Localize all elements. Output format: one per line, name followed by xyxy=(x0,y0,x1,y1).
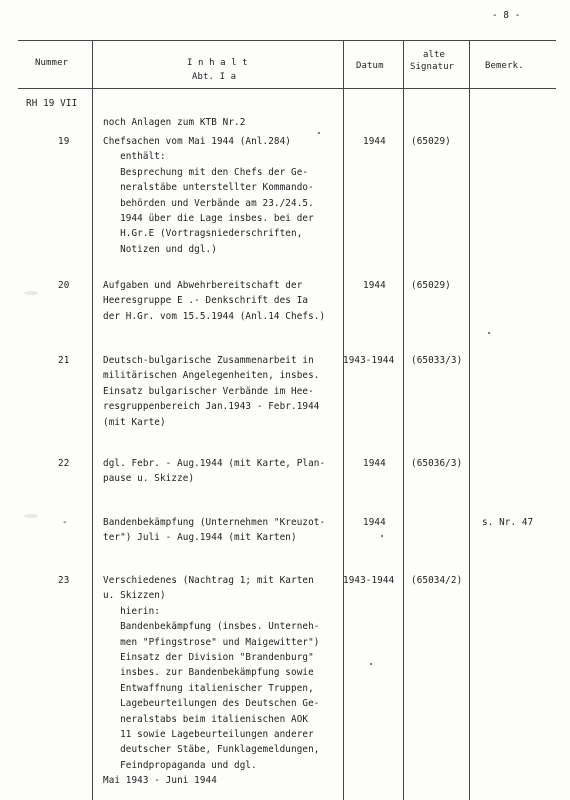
entry-text-line: Entwaffnung italienischer Truppen, xyxy=(103,682,314,694)
entry-text-line: Aufgaben und Abwehrbereitschaft der xyxy=(103,280,303,291)
entry-signatur: (65029) xyxy=(411,136,451,147)
punch-hole-mark xyxy=(24,514,38,518)
entry-text-line: Bandenbekämpfung (insbes. Unterneh- xyxy=(103,621,320,633)
entry-signatur: (65036/3) xyxy=(411,458,463,469)
header-inhalt: I n h a l t xyxy=(187,58,248,68)
entry-number: 23 xyxy=(58,575,70,586)
entry-text-line: neralstäbe unterstellter Kommando- xyxy=(103,182,314,194)
entry-text-line: ter") Juli - Aug.1944 (mit Karten) xyxy=(103,532,297,544)
entry-datum: 1944 xyxy=(363,517,386,528)
intro-line: noch Anlagen zum KTB Nr.2 xyxy=(103,117,246,128)
header-signatur: Signatur xyxy=(410,62,455,72)
entry-text-line: Einsatz bulgarischer Verbände im Hee- xyxy=(103,385,314,397)
entry-datum: 1944 xyxy=(363,136,386,147)
entry-text-line: Lagebeurteilungen des Deutschen Ge- xyxy=(103,698,320,710)
entry-text-line: Feindpropaganda und dgl. xyxy=(103,759,257,771)
speck xyxy=(381,535,383,537)
header-bemerk: Bemerk. xyxy=(485,61,524,71)
entry-text-line: militärischen Angelegenheiten, insbes. xyxy=(103,370,320,382)
entry-text-line: H.Gr.E (Vortragsniederschriften, xyxy=(103,228,303,240)
entry-text-line: Deutsch-bulgarische Zusammenarbeit in xyxy=(103,355,314,366)
entry-bemerk: s. Nr. 47 xyxy=(482,517,534,528)
header-datum: Datum xyxy=(356,61,384,71)
entry-text-line: Bandenbekämpfung (Unternehmen "Kreuzot- xyxy=(103,517,326,528)
header-bottom-rule xyxy=(18,88,556,89)
entry-text-line: hierin: xyxy=(103,605,160,617)
header-alte: alte xyxy=(423,50,446,60)
entry-text-line: (mit Karte) xyxy=(103,416,166,428)
entry-text-line: der H.Gr. vom 15.5.1944 (Anl.14 Chefs.) xyxy=(103,310,326,322)
column-divider-signatur xyxy=(469,40,470,800)
entry-text-line: behörden und Verbände am 23./24.5. xyxy=(103,197,314,209)
entry-signatur: (65034/2) xyxy=(411,575,463,586)
entry-number: 20 xyxy=(58,280,70,291)
column-divider-inhalt xyxy=(343,40,344,800)
entry-signatur: (65033/3) xyxy=(411,355,463,366)
entry-number: 21 xyxy=(58,355,70,366)
entry-datum: 1943-1944 xyxy=(343,355,395,366)
entry-text-line: resgruppenbereich Jan.1943 - Febr.1944 xyxy=(103,401,320,413)
entry-text-line: u. Skizzen) xyxy=(103,590,166,602)
header-abt: Abt. I a xyxy=(192,72,237,82)
entry-signatur: (65029) xyxy=(411,280,451,291)
entry-text-line: 11 sowie Lagebeurteilungen anderer xyxy=(103,729,314,740)
entry-text-line: Verschiedenes (Nachtrag 1; mit Karten xyxy=(103,575,314,586)
header-nummer: Nummer xyxy=(35,58,69,68)
entry-datum: 1944 xyxy=(363,458,386,469)
entry-text-line: insbes. zur Bandenbekämpfung sowie xyxy=(103,667,314,679)
entry-text-line: Heeresgruppe E .- Denkschrift des Ia xyxy=(103,295,309,307)
entry-text-line: men "Pfingstrose" und Maigewitter") xyxy=(103,636,320,648)
entry-text-line: dgl. Febr. - Aug.1944 (mit Karte, Plan- xyxy=(103,458,326,469)
entry-text-line: Besprechung mit den Chefs der Ge- xyxy=(103,166,309,178)
column-divider-nummer xyxy=(92,40,93,800)
entry-text-line: deutscher Stäbe, Funklagemeldungen, xyxy=(103,744,320,756)
column-divider-datum xyxy=(403,40,404,800)
entry-text-line: pause u. Skizze) xyxy=(103,473,195,485)
punch-hole-mark xyxy=(24,291,38,295)
entry-text-line: enthält: xyxy=(103,151,166,163)
speck xyxy=(318,132,320,134)
table-top-rule xyxy=(18,40,556,41)
entry-datum: 1943-1944 xyxy=(343,575,395,586)
entry-text-line: Chefsachen vom Mai 1944 (Anl.284) xyxy=(103,136,292,147)
entry-number: - xyxy=(62,517,68,528)
entry-datum: 1944 xyxy=(363,280,386,291)
entry-number: 19 xyxy=(58,136,70,147)
speck xyxy=(370,663,372,665)
entry-number: 22 xyxy=(58,458,70,469)
speck xyxy=(488,332,490,334)
entry-text-line: Mai 1943 - Juni 1944 xyxy=(103,775,217,787)
page-number: - 8 - xyxy=(492,10,521,21)
entry-text-line: Einsatz der Division "Brandenburg" xyxy=(103,652,314,663)
entry-text-line: neralstabs beim italienischen AOK xyxy=(103,713,309,725)
section-signature: RH 19 VII xyxy=(26,98,78,109)
entry-text-line: Notizen und dgl.) xyxy=(103,243,217,255)
entry-text-line: 1944 über die Lage insbes. bei der xyxy=(103,213,314,224)
